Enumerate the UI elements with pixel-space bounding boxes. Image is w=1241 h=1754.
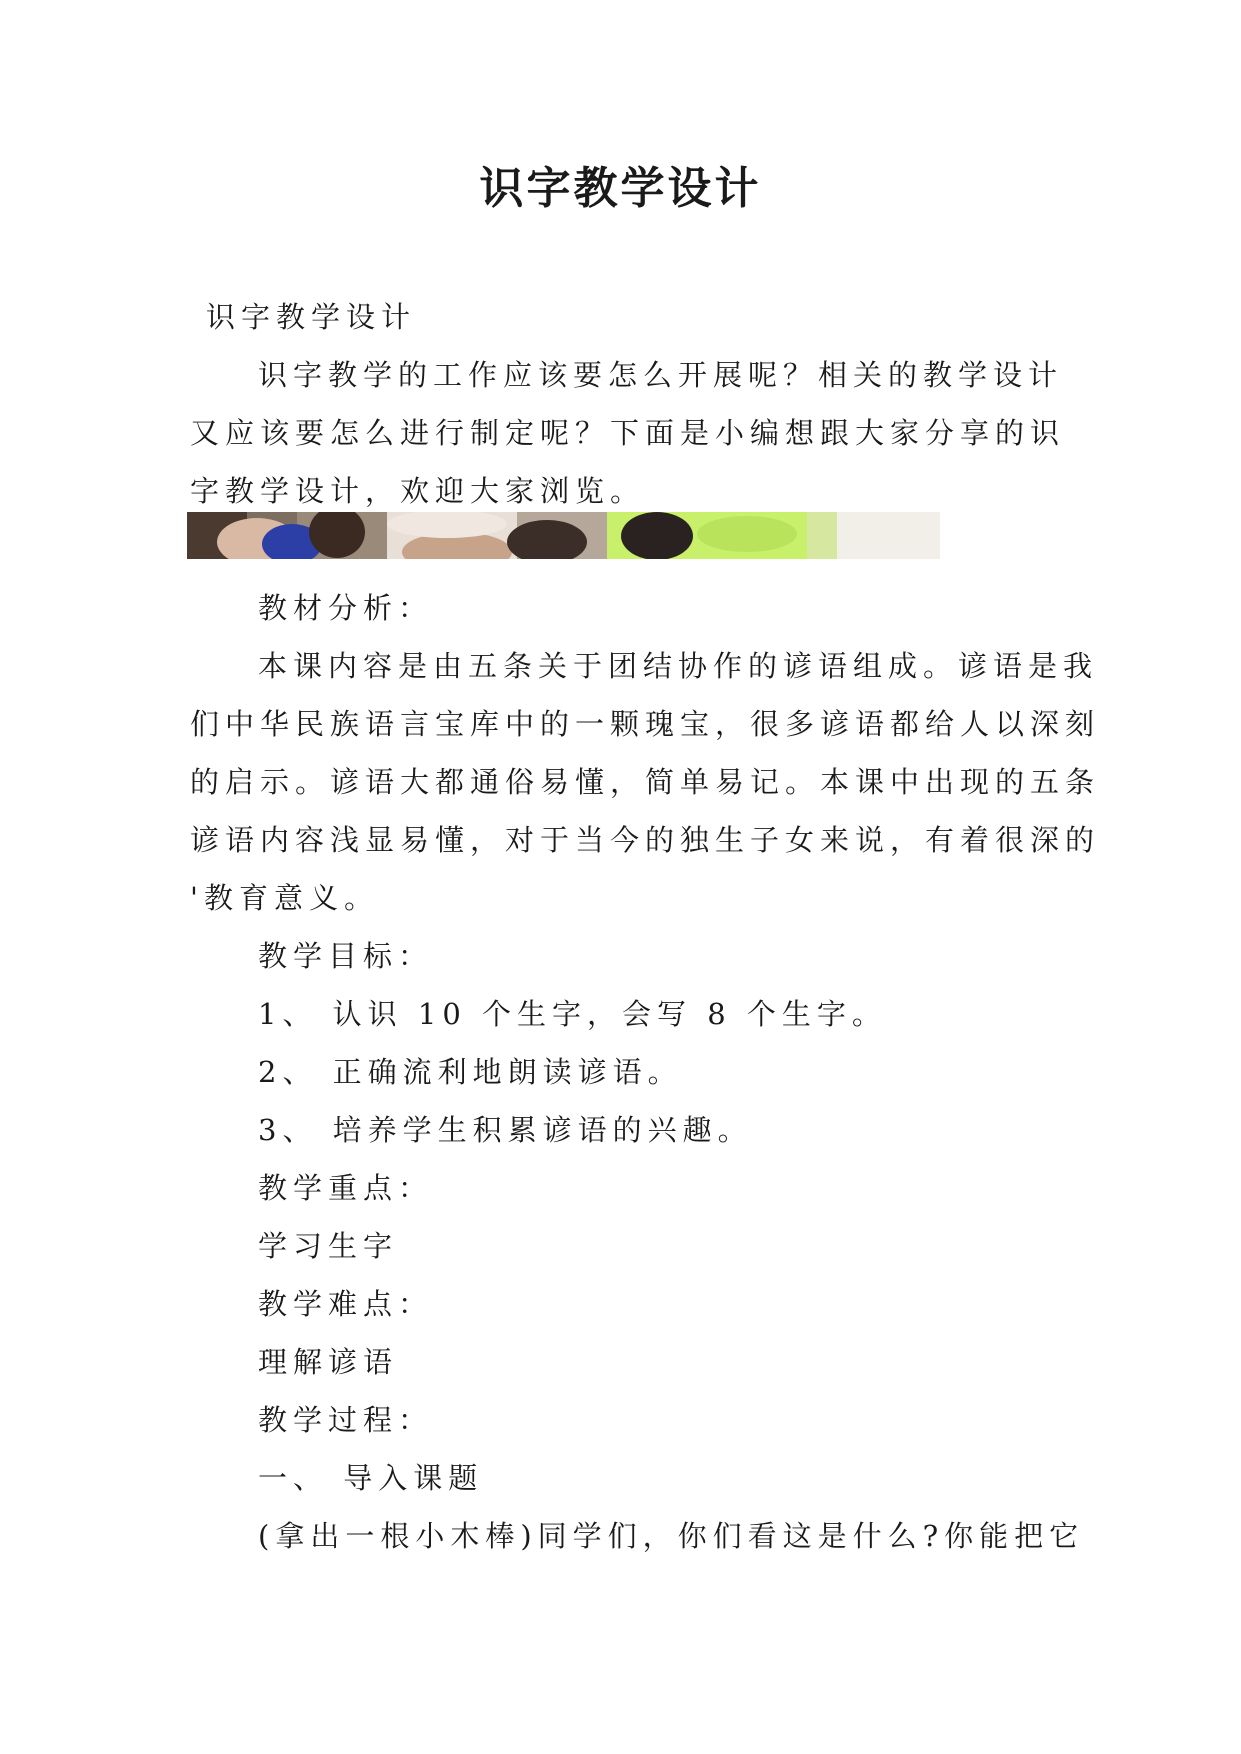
classroom-photo-graphic xyxy=(187,512,940,559)
goal-item-1: 1、 认识 10 个生字，会写 8 个生字。 xyxy=(258,997,887,1031)
material-line-2: 们中华民族语言宝库中的一颗瑰宝，很多谚语都给人以深刻 xyxy=(190,707,1101,741)
process-step-1: 一、 导入课题 xyxy=(258,1461,484,1495)
document-title: 识字教学设计 xyxy=(479,163,762,214)
goals-heading: 教学目标： xyxy=(258,939,434,973)
intro-line-2: 又应该要怎么进行制定呢？下面是小编想跟大家分享的识 xyxy=(190,416,1066,450)
key-heading: 教学重点： xyxy=(258,1171,434,1205)
subtitle: 识字教学设计 xyxy=(206,300,417,334)
intro-line-3: 字教学设计，欢迎大家浏览。 xyxy=(190,474,646,508)
classroom-photo xyxy=(187,512,940,559)
intro-line-1: 识字教学的工作应该要怎么开展呢？相关的教学设计 xyxy=(258,358,1064,392)
material-line-4: 谚语内容浅显易懂，对于当今的独生子女来说，有着很深的 xyxy=(190,823,1101,857)
material-line-3: 的启示。谚语大都通俗易懂，简单易记。本课中出现的五条 xyxy=(190,765,1101,799)
material-line-5: '教育意义。 xyxy=(190,881,379,915)
material-heading: 教材分析： xyxy=(258,591,434,625)
process-heading: 教学过程： xyxy=(258,1403,434,1437)
key-body: 学习生字 xyxy=(258,1229,399,1263)
difficulty-heading: 教学难点： xyxy=(258,1287,434,1321)
goal-item-2: 2、 正确流利地朗读谚语。 xyxy=(258,1055,683,1089)
goal-item-3: 3、 培养学生积累谚语的兴趣。 xyxy=(258,1113,753,1147)
difficulty-body: 理解谚语 xyxy=(258,1345,399,1379)
process-text: (拿出一根小木棒)同学们，你们看这是什么?你能把它 xyxy=(258,1519,1085,1553)
material-line-1: 本课内容是由五条关于团结协作的谚语组成。谚语是我 xyxy=(258,649,1099,683)
